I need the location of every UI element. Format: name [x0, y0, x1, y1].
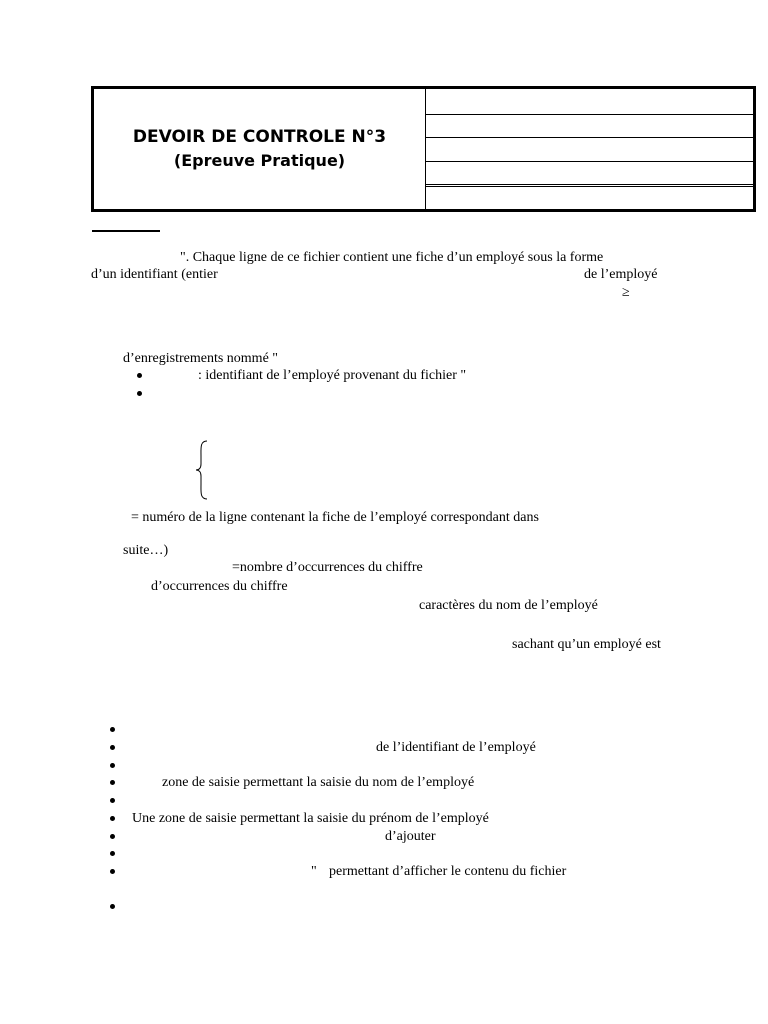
list-item-ajouter: d’ajouter	[385, 829, 436, 844]
bullet	[110, 745, 115, 750]
list-item-quote: "	[311, 864, 317, 879]
records-intro: d’enregistrements nommé "	[123, 351, 279, 366]
header-info-cells	[426, 89, 753, 209]
definition-sachant: sachant qu’un employé est	[512, 637, 661, 652]
record-field-identifiant: : identifiant de l’employé provenant du fichier "	[198, 368, 467, 383]
list-item-identifiant: de l’identifiant de l’employé	[376, 740, 536, 755]
header-row-divider	[426, 184, 753, 185]
header-table	[91, 86, 756, 212]
bullet	[110, 851, 115, 856]
definition-occurrences: d’occurrences du chiffre	[151, 579, 288, 594]
bullet	[110, 727, 115, 732]
list-item-nom: zone de saisie permettant la saisie du nom de l’employé	[162, 775, 475, 790]
bullet	[110, 869, 115, 874]
definition-suite: suite…)	[123, 543, 169, 558]
curly-brace-icon	[195, 440, 209, 500]
list-item-afficher: permettant d’afficher le contenu du fichier	[329, 864, 567, 879]
bullet	[110, 834, 115, 839]
list-item-prenom: Une zone de saisie permettant la saisie du prénom de l’employé	[132, 811, 489, 826]
paragraph1-line1: ". Chaque ligne de ce fichier contient une fiche d’un employé sous la forme	[180, 250, 604, 265]
section-underline	[92, 230, 160, 232]
paragraph1-line2-left: d’un identifiant (entier	[91, 267, 218, 282]
bullet	[110, 780, 115, 785]
exam-subtitle: (Epreuve Pratique)	[173, 151, 346, 170]
header-row-divider	[426, 114, 753, 115]
greater-equal-symbol: ≥	[622, 285, 630, 300]
bullet	[110, 816, 115, 821]
bullet	[110, 798, 115, 803]
definition-nombre: =nombre d’occurrences du chiffre	[232, 560, 423, 575]
bullet	[110, 904, 115, 909]
bullet	[137, 391, 142, 396]
paragraph1-line2-right: de l’employé	[584, 267, 658, 282]
bullet	[137, 373, 142, 378]
header-title-cell	[94, 89, 426, 209]
header-row-divider	[426, 161, 753, 162]
definition-caracteres: caractères du nom de l’employé	[419, 598, 598, 613]
bullet	[110, 763, 115, 768]
header-row-divider	[426, 137, 753, 138]
definition-numero: = numéro de la ligne contenant la fiche de l’employé correspondant dans	[131, 510, 539, 525]
exam-title: DEVOIR DE CONTROLE N°3	[132, 127, 387, 147]
